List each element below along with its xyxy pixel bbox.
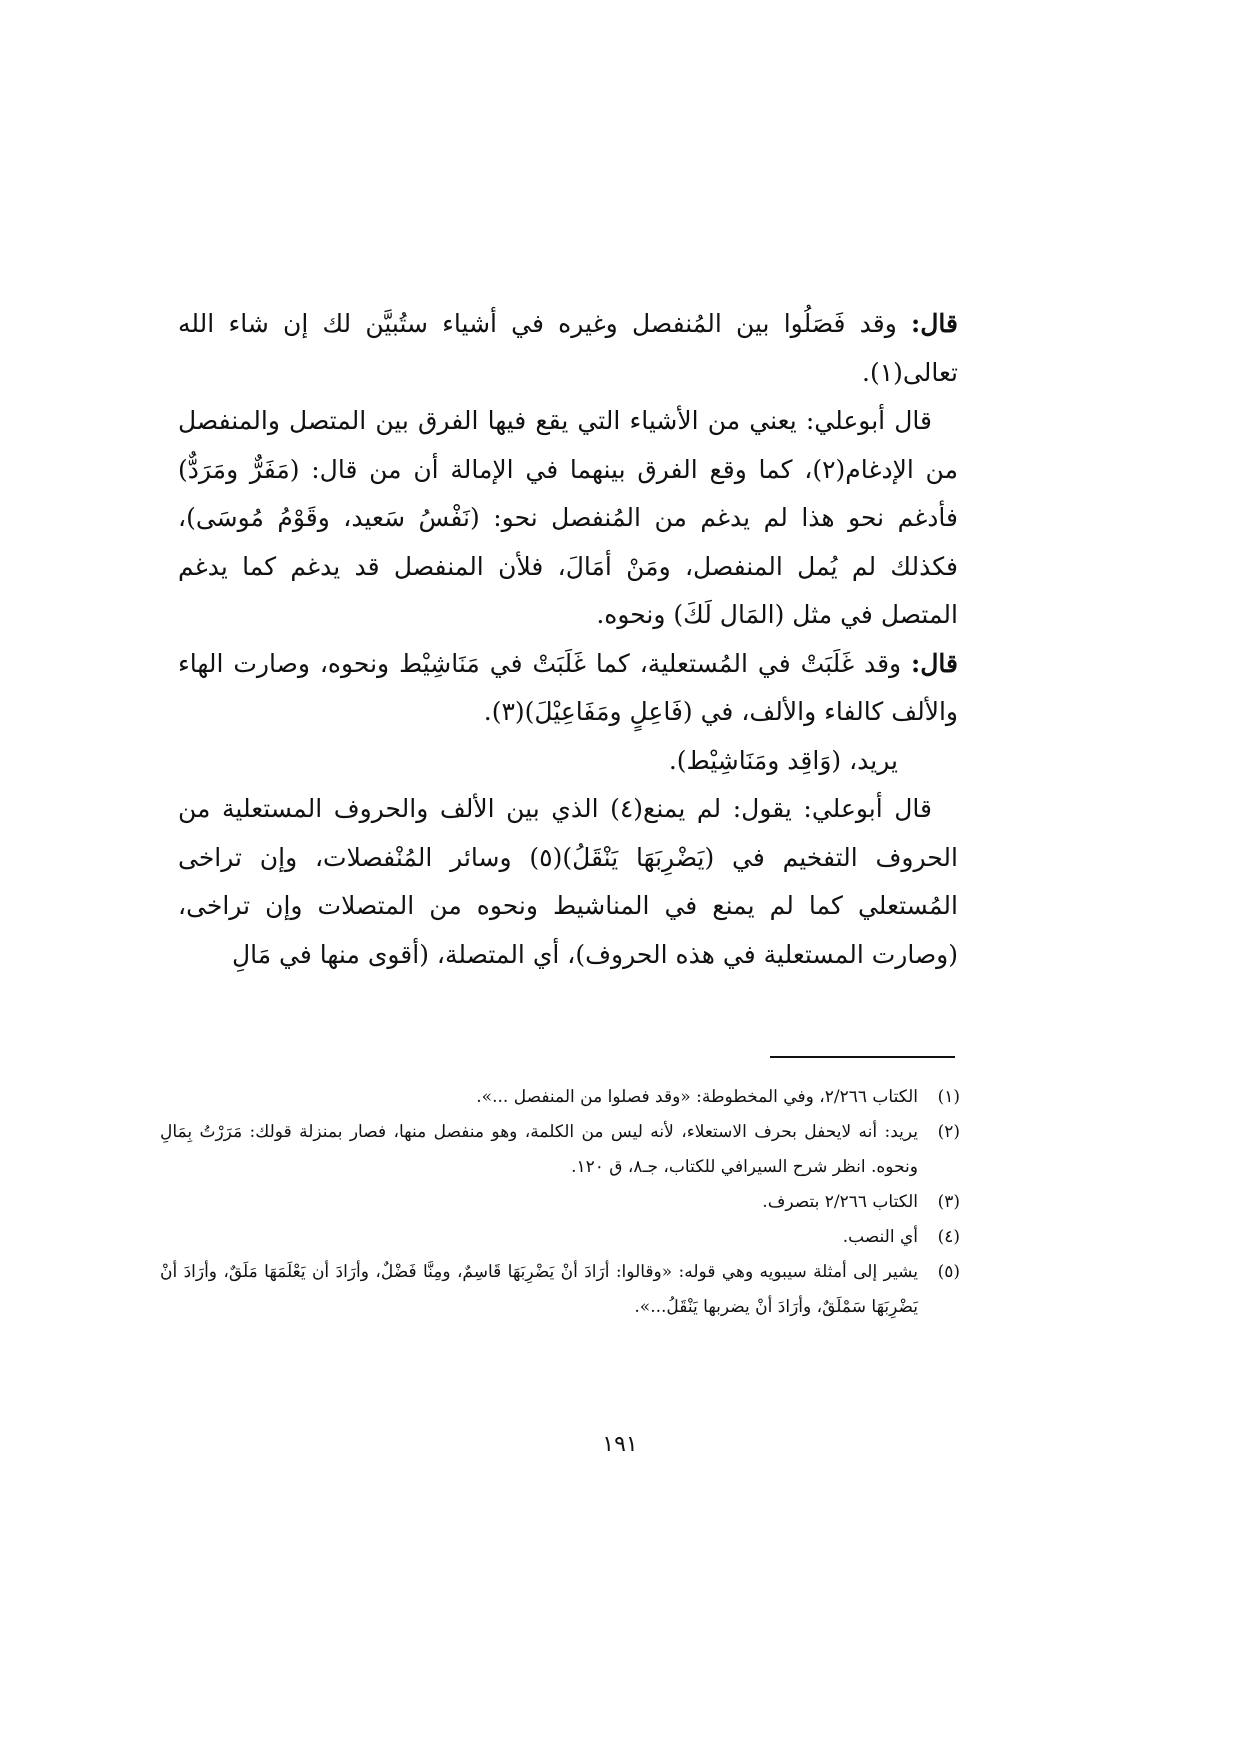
footnote-number: (١) [937,1087,960,1107]
paragraph-1 [178,300,958,397]
footnote [160,1220,960,1255]
footnote-text: أي النصب. [842,1227,918,1247]
paragraph-3-lead: قال: [911,648,958,678]
footnote-number: (٢) [937,1122,960,1142]
paragraph-3 [178,640,958,737]
footnote-separator [770,1056,955,1058]
footnote-text: يريد: أنه لايحفل بحرف الاستعلاء، لأنه ليس من الكلمة، وهو منفصل منها، فصار بمنزلة قولك: مَرَرْتُ بِمَالِ ونحوه. انظر شرح السيرافي للكتاب، جـ٨، ق ١٢٠. [160,1122,918,1177]
footnote [160,1185,960,1220]
paragraph-2: قال أبوعلي: يعني من الأشياء التي يقع فيها الفرق بين المتصل والمنفصل من الإدغام(٢)، كما وقع الفرق بينهما في الإمالة أن من قال: (مَفَرٌّ ومَرَدٌّ) فأدغم نحو هذا لم يدغم من المُنفصل نحو: (نَفْسُ سَعيد، وقَوْمُ مُوسَى)، فكذلك لم يُمل المنفصل، ومَنْ أمَالَ، فلأن المنفصل قد يدغم كما يدغم المتصل في مثل (المَال لَكَ) ونحوه. [178,406,958,629]
footnote [160,1255,960,1325]
footnote [160,1115,960,1185]
footnote-text: الكتاب ٢/٢٦٦، وفي المخطوطة: «وقد فصلوا من المنفصل ...». [476,1087,918,1107]
footnote [160,1080,960,1115]
paragraph-1-lead: قال: [911,309,958,338]
footnote-number: (٣) [937,1192,960,1212]
footnote-number: (٥) [937,1262,960,1282]
footnote-text: يشير إلى أمثلة سيبويه وهي قوله: «وقالوا: أرَادَ أنْ يَضْرِبَهَا قَاسِمٌ، ومِنَّا فَضْلٌ، وأرَادَ أن يَعْلَمَهَا مَلَقٌ، وأرَادَ أنْ يَضْرِبَهَا سَمْلَقٌ، وأرَادَ أنْ يضربها يَنْقَلُ...». [160,1262,918,1317]
main-text [178,300,958,979]
footnote-text: الكتاب ٢/٢٦٦ بتصرف. [762,1192,918,1212]
paragraph-4: يريد، (وَاقِد ومَنَاشِيْط). [668,745,898,775]
paragraph-3-text: وقد غَلَبَتْ في المُستعلية، كما غَلَبَتْ في مَنَاشِيْط ونحوه، وصارت الهاء والألف كالفاء والألف، في (فَاعِلٍ ومَفَاعِيْلَ)(٣). [178,648,958,726]
paragraph-5: قال أبوعلي: يقول: لم يمنع(٤) الذي بين الألف والحروف المستعلية من الحروف التفخيم في (يَضْرِبَهَا يَنْقَلُ)(٥) وسائر المُنْفصلات، وإن تراخى المُستعلي كما لم يمنع في المناشيط ونحوه من المتصلات وإن تراخى، (وصارت المستعلية في هذه الحروف)، أي المتصلة، (أقوى منها في مَالِ [178,794,958,969]
footnote-number: (٤) [937,1227,960,1247]
paragraph-1-text: وقد فَصَلُوا بين المُنفصل وغيره في أشياء ستُبيَّن لك إن شاء الله تعالى(١). [178,309,958,387]
page-number: ١٩١ [602,1432,638,1457]
footnotes [160,1080,960,1325]
